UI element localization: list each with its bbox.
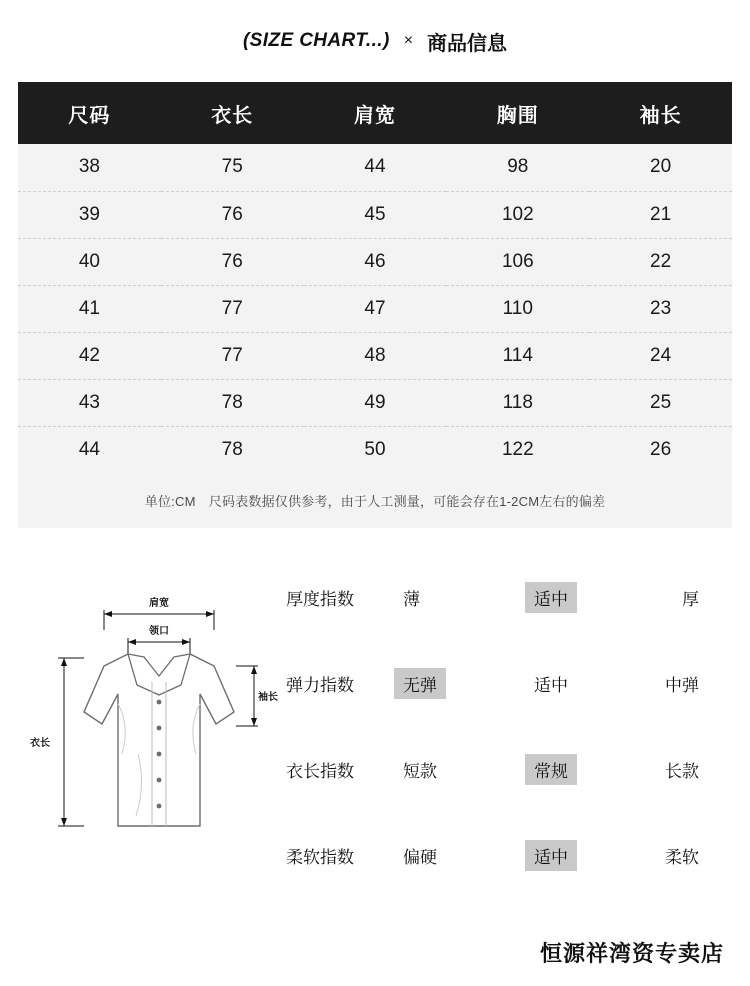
index-label-elasticity: 弹力指数 [286,675,354,695]
cell-size: 43 [18,379,161,426]
cell-sleeve: 21 [589,191,732,238]
cell-sleeve: 20 [589,144,732,191]
size-chart-table [18,82,732,473]
cell-shoulder: 48 [304,332,447,379]
option-softness-stiff[interactable]: 偏硬 [403,847,437,867]
column-header-shoulder: 肩宽 [304,82,447,144]
table-row [18,285,732,332]
column-header-size: 尺码 [18,82,161,144]
index-row-softness [286,812,732,898]
index-row-elasticity [286,640,732,726]
column-header-bust: 胸围 [446,82,589,144]
cell-shoulder: 49 [304,379,447,426]
label-shoulder: 肩宽 [149,598,169,609]
cell-length: 76 [161,238,304,285]
option-thickness-thick[interactable]: 厚 [682,589,699,609]
cell-length: 78 [161,379,304,426]
cell-size: 38 [18,144,161,191]
index-row-length [286,726,732,812]
cell-bust: 98 [446,144,589,191]
header-separator-icon: × [403,32,414,49]
cell-sleeve: 22 [589,238,732,285]
option-elasticity-none[interactable]: 无弹 [394,668,446,699]
option-elasticity-high[interactable]: 中弹 [665,675,699,695]
cell-sleeve: 26 [589,426,732,473]
table-row [18,332,732,379]
cell-shoulder: 45 [304,191,447,238]
table-row [18,191,732,238]
shop-name: 恒源祥湾资专卖店 [539,941,724,966]
cell-size: 40 [18,238,161,285]
label-sleeve: 袖长 [258,692,278,703]
shirt-illustration-svg [18,554,280,854]
collar-measure-line [128,638,190,658]
cell-length: 78 [161,426,304,473]
column-header-sleeve: 袖长 [589,82,732,144]
cell-sleeve: 23 [589,285,732,332]
table-row [18,379,732,426]
option-length-regular[interactable]: 常规 [525,754,577,785]
index-label-softness: 柔软指数 [286,847,354,867]
index-list [280,554,732,898]
table-row [18,238,732,285]
length-measure-line [58,658,84,826]
index-options-elasticity [394,668,732,699]
table-row [18,426,732,473]
index-options-length [394,754,732,785]
cell-length: 77 [161,285,304,332]
index-label-thickness: 厚度指数 [286,589,354,609]
header-english-title: (SIZE CHART...) [242,30,390,51]
option-thickness-medium[interactable]: 适中 [525,582,577,613]
table-row [18,144,732,191]
cell-sleeve: 24 [589,332,732,379]
cell-size: 44 [18,426,161,473]
sleeve-measure-line [236,666,258,726]
cell-size: 39 [18,191,161,238]
cell-size: 42 [18,332,161,379]
option-length-short[interactable]: 短款 [403,761,437,781]
index-label-length: 衣长指数 [286,761,354,781]
page-header [0,0,750,82]
option-softness-medium[interactable]: 适中 [525,840,577,871]
shirt-diagram [18,554,280,898]
index-options-softness [394,840,732,871]
cell-shoulder: 46 [304,238,447,285]
option-elasticity-medium[interactable]: 适中 [534,675,568,695]
column-header-length: 衣长 [161,82,304,144]
cell-shoulder: 50 [304,426,447,473]
size-chart-block [18,82,732,528]
cell-bust: 110 [446,285,589,332]
index-options-thickness [394,582,732,613]
cell-bust: 106 [446,238,589,285]
option-length-long[interactable]: 长款 [665,761,699,781]
index-row-thickness [286,554,732,640]
size-chart-body [18,144,732,473]
cell-length: 76 [161,191,304,238]
cell-shoulder: 47 [304,285,447,332]
cell-sleeve: 25 [589,379,732,426]
size-chart-header-row [18,82,732,144]
cell-bust: 118 [446,379,589,426]
page-title: 商品信息 [427,32,508,55]
cell-shoulder: 44 [304,144,447,191]
label-length: 衣长 [30,738,50,749]
cell-bust: 122 [446,426,589,473]
option-thickness-thin[interactable]: 薄 [403,589,420,609]
cell-length: 77 [161,332,304,379]
measurement-note: 单位:CM 尺码表数据仅供参考，由于人工测量，可能会存在1-2CM左右的偏差 [144,494,606,509]
cell-size: 41 [18,285,161,332]
option-softness-soft[interactable]: 柔软 [665,847,699,867]
label-collar: 领口 [149,626,169,637]
cell-length: 75 [161,144,304,191]
cell-bust: 114 [446,332,589,379]
cell-bust: 102 [446,191,589,238]
lower-section [0,554,750,898]
